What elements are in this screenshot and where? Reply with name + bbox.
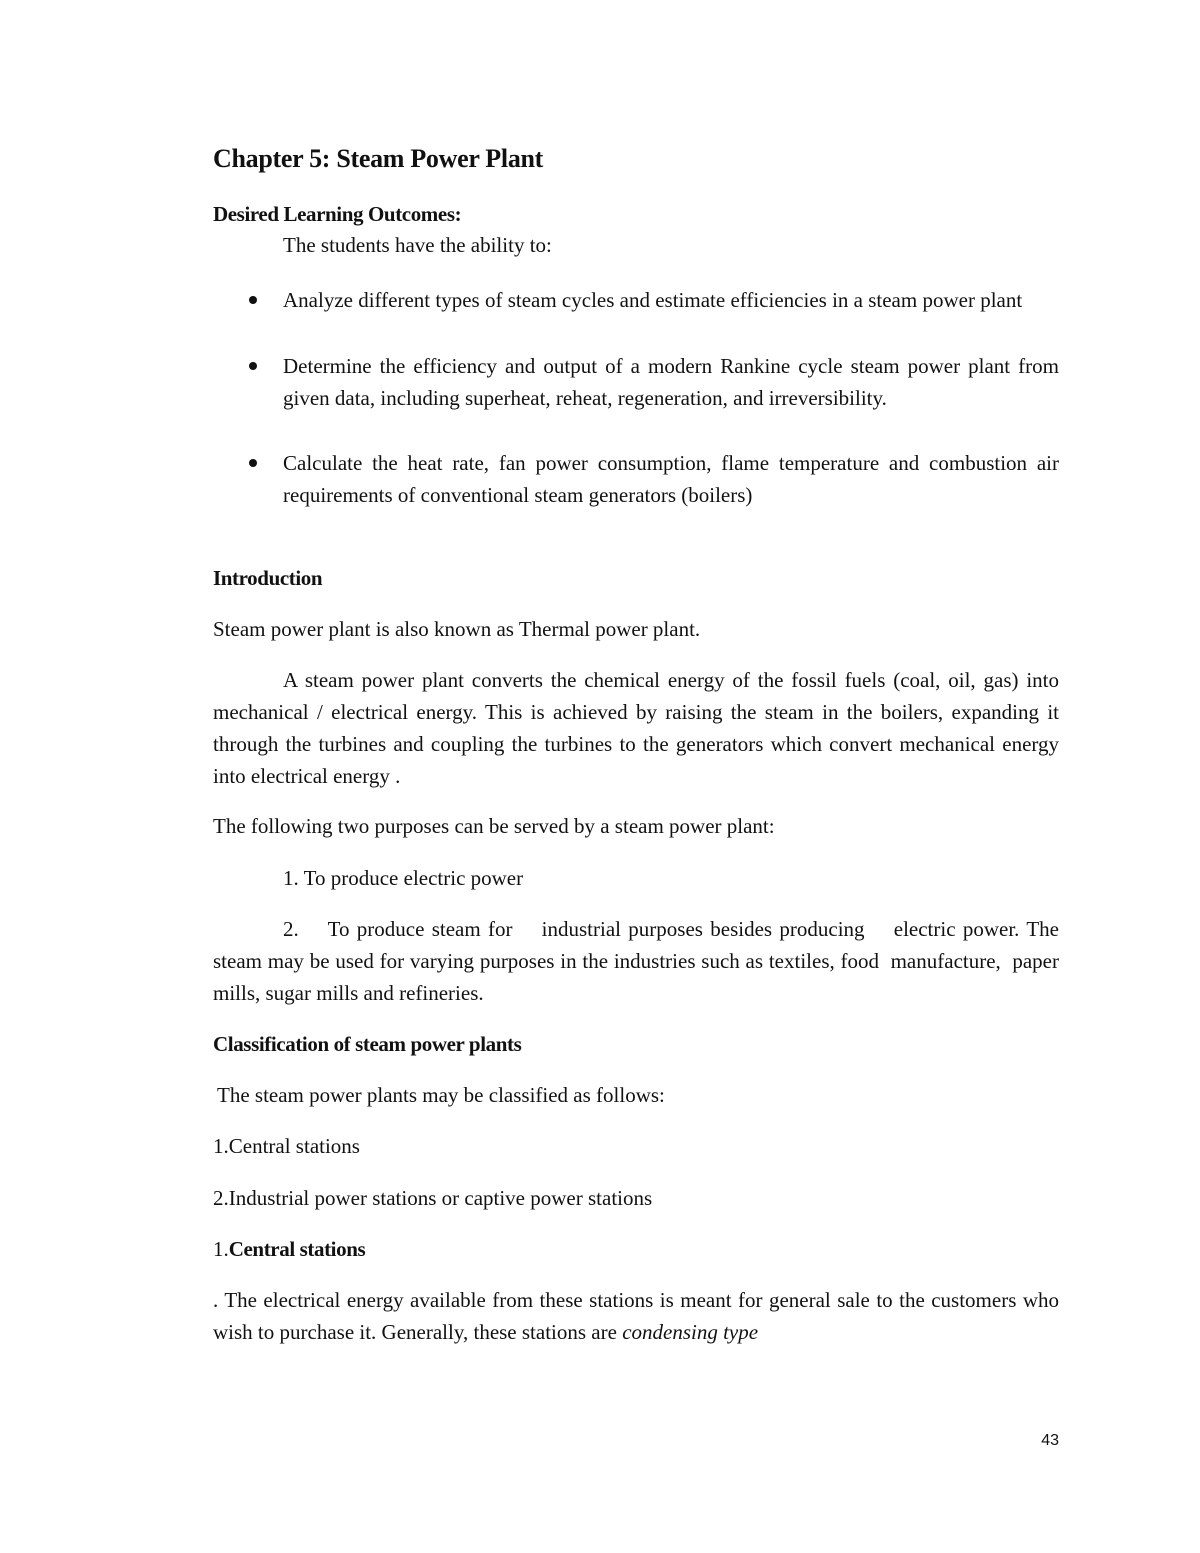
introduction-paragraph-1: Steam power plant is also known as Thermal power plant. xyxy=(213,617,701,641)
classification-item-2: 2.Industrial power stations or captive power stations xyxy=(213,1186,653,1210)
central-stations-paragraph xyxy=(213,1284,1059,1348)
chapter-title: Chapter 5: Steam Power Plant xyxy=(213,144,544,173)
classification-item-1: 1.Central stations xyxy=(213,1134,360,1158)
introduction-paragraph-3: The following two purposes can be served by a steam power plant: xyxy=(213,814,775,838)
bullet-marker xyxy=(249,296,257,304)
central-stations-heading xyxy=(213,1233,1059,1265)
document-page xyxy=(213,0,1080,1553)
purpose-item-2: 2. To produce steam for industrial purposes besides producing electric power. The steam may be used for varying purposes in the industries such as textiles, food manufacture, paper mills, sugar mills and refineries. xyxy=(213,917,1080,1005)
outcome-bullet-1: Analyze different types of steam cycles and estimate efficiencies in a steam power plant xyxy=(283,288,1023,312)
outcome-bullet-3: Calculate the heat rate, fan power consumption, flame temperature and combustion air requirements of conventional steam generators (boilers) xyxy=(283,451,1059,507)
purpose-item-1: 1. To produce electric power xyxy=(283,866,524,890)
outcome-bullet-2: Determine the efficiency and output of a modern Rankine cycle steam power plant from given data, including superheat, reheat, regeneration, and irreversibility. xyxy=(283,354,1059,410)
bullet-marker xyxy=(249,362,257,370)
introduction-heading: Introduction xyxy=(213,566,323,590)
central-stations-text: . The electrical energy available from these stations is meant for general sale to the customers who wish to purchase it. Generally, these stations are xyxy=(213,1288,1059,1344)
classification-heading: Classification of steam power plants xyxy=(213,1032,522,1056)
page-number: 43 xyxy=(1041,1432,1059,1449)
introduction-paragraph-2: A steam power plant converts the chemical energy of the fossil fuels (coal, oil, gas) into mechanical / electrical energy. This is achieved by raising the steam in the boilers, expanding it through the turbines and coupling the turbines to the generators which convert mechanical energy into electrical energy . xyxy=(213,668,1059,788)
bullet-marker xyxy=(249,459,257,467)
outcomes-intro: The students have the ability to: xyxy=(283,233,552,257)
central-stations-number: 1. xyxy=(213,1237,229,1261)
classification-intro: The steam power plants may be classified as follows: xyxy=(217,1083,665,1107)
outcomes-heading: Desired Learning Outcomes: xyxy=(213,202,462,226)
central-stations-italic: condensing type xyxy=(622,1320,759,1344)
central-stations-title: Central stations xyxy=(228,1237,366,1261)
